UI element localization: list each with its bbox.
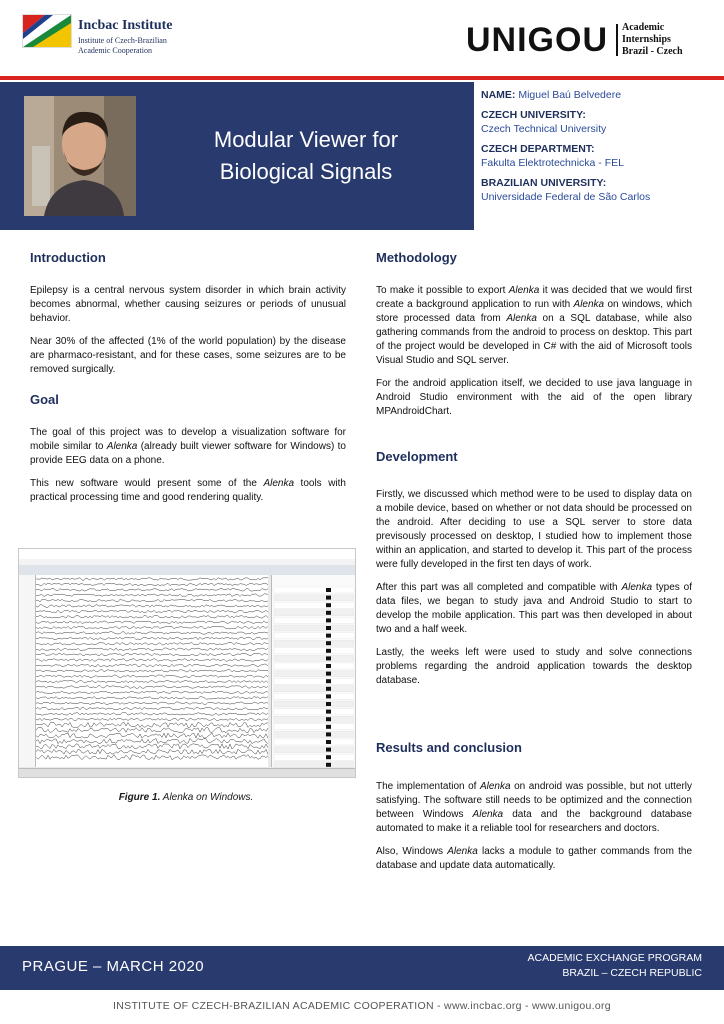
color-swatch	[326, 656, 331, 660]
color-swatch	[326, 611, 331, 615]
goal-body: The goal of this project was to develop a visualization software for mobile similar to Alenka (already built viewer software for Windows) to provide EEG data on a phone. This new software would present some of the Alenka tools with practical processing time and good rendering quality.	[30, 427, 346, 503]
development-heading: Development	[376, 449, 458, 464]
color-swatch	[326, 687, 331, 691]
institute-footer: INSTITUTE OF CZECH-BRAZILIAN ACADEMIC COOPERATION - www.incbac.org - www.unigou.org	[113, 1000, 611, 1012]
results-body: The implementation of Alenka on android was possible, but not utterly satisfying. The software still needs to be optimized and the connection between Windows Alenka data and the background database automated to make it a reliable tool for researchers and doctors. Also, Windows Alenka lacks a module to gather commands from the database and update data automatically.	[376, 781, 693, 871]
introduction-body: Epilepsy is a central nervous system disorder in which brain activity becomes abnormal, whether causing seizures or periods of unusual behavior. Near 30% of the affected (1% of the world population) by the disease are pharmaco-resistant, and for these cases, some seizures are to be removed surgically.	[30, 285, 346, 375]
eeg-trace	[36, 733, 268, 738]
table-row	[274, 648, 354, 654]
color-swatch	[326, 641, 331, 645]
results-heading: Results and conclusion	[376, 740, 522, 755]
table-row	[274, 686, 354, 692]
table-row	[274, 701, 354, 707]
table-row	[274, 617, 354, 623]
eeg-trace	[36, 648, 268, 651]
methodology-body: To make it possible to export Alenka it was decided that we would first create a background application to run with Alenka on windows, which store processed data from Alenka on a SQL database, while also gathering commands from the android to process on desktop. This part of the project would be developed in C# with the aid of Microsoft tools Visual Studio and SQL server. For the android application itself, we decided to use java language in Android Studio environment with the aid of the open library MPAndroidChart.	[376, 285, 693, 417]
unigou-logo	[466, 20, 704, 60]
eeg-trace	[36, 616, 268, 619]
eeg-trace	[36, 621, 268, 624]
logo-divider	[616, 24, 618, 56]
table-row	[274, 610, 354, 616]
color-swatch	[326, 732, 331, 736]
czech-brazil-flag-icon	[22, 14, 72, 48]
eeg-trace	[36, 738, 268, 743]
table-row	[274, 754, 354, 760]
development-body: Firstly, we discussed which method were to be used to display data on a mobile device, based on whether or not data should be processed on the android. After deciding to use a SQL server to store data previsously processed on desktop, I studied how to implement those within an application, and started to develop it. This part of the process were fully developed in the first ten days of work. After this part was all completed and compatible with Alenka types of data files, we began to study java and Android Studio to start to develop the mobile application. This part was then developed in about two and a half week. Lastly, the weeks left were used to study and solve connections problems regarding the android application towards the desktop database.	[376, 489, 692, 686]
table-row	[274, 633, 354, 639]
eeg-trace	[36, 653, 268, 656]
color-swatch	[326, 618, 331, 622]
table-row	[274, 602, 354, 608]
table-row	[274, 724, 354, 730]
author-photo	[24, 96, 136, 216]
unigou-brand: UNIGOU	[466, 21, 608, 59]
color-swatch	[326, 710, 331, 714]
eeg-trace	[36, 702, 268, 705]
color-swatch	[326, 679, 331, 683]
color-swatch	[326, 755, 331, 759]
eeg-trace	[36, 589, 268, 592]
eeg-trace	[36, 578, 268, 581]
eeg-trace	[36, 675, 268, 678]
figure-channel-list	[19, 575, 36, 767]
color-swatch	[326, 717, 331, 721]
methodology-heading: Methodology	[376, 250, 457, 265]
unigou-tagline: Academic Internships Brazil - Czech	[622, 22, 683, 57]
eeg-trace	[36, 610, 268, 613]
poster-title: Modular Viewer for Biological Signals	[213, 127, 399, 184]
org-subtitle: Institute of Czech-Brazilian Academic Cooperation	[78, 36, 167, 55]
program-info: ACADEMIC EXCHANGE PROGRAM BRAZIL – CZECH REPUBLIC	[527, 952, 702, 979]
color-swatch	[326, 664, 331, 668]
table-row	[274, 739, 354, 745]
table-row	[274, 640, 354, 646]
color-swatch	[326, 603, 331, 607]
czech-university-field: CZECH UNIVERSITY: Czech Technical University	[481, 109, 607, 135]
color-swatch	[326, 649, 331, 653]
eeg-trace	[36, 680, 268, 683]
alenka-screenshot	[18, 548, 356, 778]
figure-eeg-plot	[36, 575, 268, 767]
eeg-trace	[36, 637, 268, 640]
eeg-trace	[36, 626, 268, 629]
color-swatch	[326, 748, 331, 752]
eeg-trace	[36, 744, 268, 749]
eeg-trace	[36, 686, 268, 689]
table-row	[274, 731, 354, 737]
color-swatch	[326, 634, 331, 638]
eeg-trace	[36, 605, 268, 608]
eeg-trace	[36, 643, 268, 646]
table-row	[274, 762, 354, 767]
color-swatch	[326, 702, 331, 706]
table-row	[274, 671, 354, 677]
brazilian-university-field: BRAZILIAN UNIVERSITY: Universidade Federal de São Carlos	[481, 177, 651, 203]
table-row	[274, 716, 354, 722]
eeg-trace	[36, 659, 268, 662]
color-swatch	[326, 725, 331, 729]
eeg-trace	[36, 713, 268, 716]
color-swatch	[326, 588, 331, 592]
color-swatch	[326, 763, 331, 767]
eeg-trace	[36, 599, 268, 602]
table-row	[274, 693, 354, 699]
table-row	[274, 625, 354, 631]
table-row	[274, 709, 354, 715]
color-swatch	[326, 626, 331, 630]
eeg-trace	[36, 664, 268, 667]
eeg-trace	[36, 670, 268, 673]
author-info	[481, 88, 717, 210]
czech-department-field: CZECH DEPARTMENT: Fakulta Elektrotechnicka - FEL	[481, 143, 624, 169]
figure-titlebar	[19, 549, 355, 559]
color-swatch	[326, 672, 331, 676]
goal-heading: Goal	[30, 392, 59, 407]
eeg-trace	[36, 697, 268, 700]
eeg-trace	[36, 691, 268, 694]
table-row	[274, 747, 354, 753]
table-row	[274, 587, 354, 593]
eeg-trace	[36, 755, 268, 760]
table-row	[274, 595, 354, 601]
location-date: PRAGUE – MARCH 2020	[22, 958, 205, 975]
color-swatch	[326, 596, 331, 600]
color-swatch	[326, 694, 331, 698]
eeg-trace	[36, 583, 268, 586]
header-divider	[0, 76, 724, 80]
introduction-heading: Introduction	[30, 250, 106, 265]
eeg-trace	[36, 722, 268, 727]
figure-toolbar	[19, 565, 355, 575]
eeg-trace	[36, 718, 268, 721]
org-name: Incbac Institute	[78, 18, 173, 33]
eeg-trace	[36, 594, 268, 597]
table-row	[274, 655, 354, 661]
eeg-trace	[36, 632, 268, 635]
eeg-trace	[36, 707, 268, 710]
incbac-logo	[22, 12, 182, 64]
name-field: NAME: Miguel Baú Belvedere	[481, 89, 622, 101]
eeg-trace	[36, 728, 268, 733]
figure-side-table	[271, 575, 356, 767]
table-row	[274, 663, 354, 669]
color-swatch	[326, 740, 331, 744]
table-row	[274, 678, 354, 684]
eeg-trace	[36, 749, 268, 754]
figure-caption: Figure 1. Alenka on Windows.	[118, 792, 254, 803]
figure-statusbar	[19, 768, 355, 777]
